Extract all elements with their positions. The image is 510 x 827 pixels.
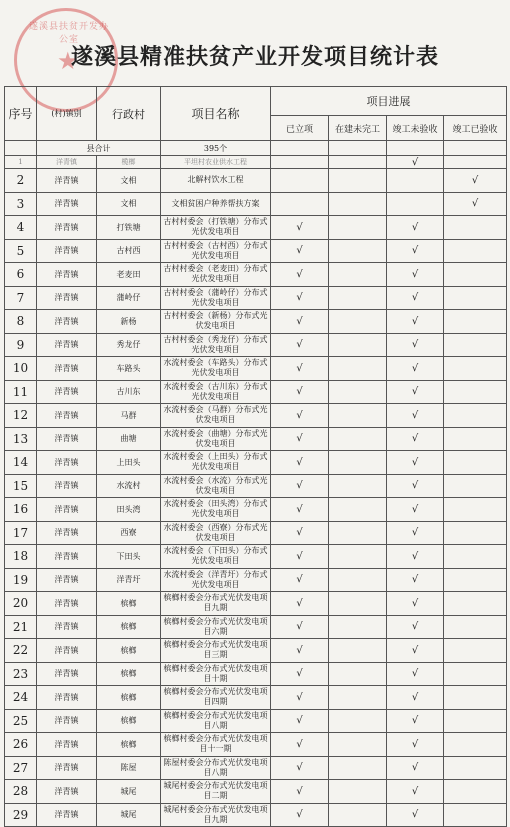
status-check-cell: √	[387, 427, 444, 451]
row-seq: 12	[5, 404, 37, 428]
status-check-cell: √	[387, 333, 444, 357]
status-check-cell	[444, 333, 507, 357]
row-seq: 17	[5, 521, 37, 545]
row-seq: 10	[5, 357, 37, 381]
row-seq: 14	[5, 451, 37, 475]
status-check-cell: √	[387, 521, 444, 545]
row-village: 槟榔	[97, 615, 161, 639]
header-status-in-progress: 在建未完工	[329, 116, 387, 141]
status-check-cell: √	[271, 451, 329, 475]
row-seq: 18	[5, 545, 37, 569]
table-row	[5, 474, 507, 498]
row-project: 水流村委会（田头湾）分布式光伏发电项目	[161, 498, 271, 522]
status-check-cell	[444, 803, 507, 827]
row-town: 洋青镇	[37, 333, 97, 357]
row-village: 马群	[97, 404, 161, 428]
status-check-cell	[329, 169, 387, 193]
header-project: 项目名称	[161, 87, 271, 141]
row-town: 洋青镇	[37, 521, 97, 545]
status-check-cell: √	[387, 357, 444, 381]
status-check-cell	[444, 592, 507, 616]
status-check-cell	[329, 451, 387, 475]
row-town: 洋青镇	[37, 639, 97, 663]
table-row	[5, 662, 507, 686]
status-check-cell: √	[271, 286, 329, 310]
row-village: 田头湾	[97, 498, 161, 522]
table-row	[5, 521, 507, 545]
status-check-cell: √	[387, 310, 444, 334]
status-check-cell: √	[387, 756, 444, 780]
status-check-cell	[329, 310, 387, 334]
row-project: 古村村委会（打铁塘）分布式光伏发电项目	[161, 216, 271, 240]
header-village: 行政村	[97, 87, 161, 141]
status-check-cell	[444, 310, 507, 334]
status-check-cell: √	[271, 592, 329, 616]
status-check-cell: √	[271, 333, 329, 357]
row-seq: 26	[5, 733, 37, 757]
row-project: 水流村委会（下田头）分布式光伏发电项目	[161, 545, 271, 569]
table-row	[5, 592, 507, 616]
row-project: 城尾村委会分布式光伏发电项目九期	[161, 803, 271, 827]
status-check-cell	[329, 545, 387, 569]
table-row	[5, 733, 507, 757]
status-check-cell	[444, 404, 507, 428]
status-check-cell: √	[271, 310, 329, 334]
status-check-cell	[387, 169, 444, 193]
row-project: 水流村委会（马群）分布式光伏发电项目	[161, 404, 271, 428]
status-check-cell	[329, 780, 387, 804]
row-project: 文相贫困户种养帮扶方案	[161, 192, 271, 216]
row-seq: 22	[5, 639, 37, 663]
row-seq: 27	[5, 756, 37, 780]
table-row	[5, 756, 507, 780]
row-village: 陈屋	[97, 756, 161, 780]
status-check-cell: √	[387, 404, 444, 428]
status-check-cell: √	[387, 380, 444, 404]
row-seq: 23	[5, 662, 37, 686]
status-check-cell: √	[444, 169, 507, 193]
row-seq: 16	[5, 498, 37, 522]
total-status-cell	[329, 141, 387, 156]
project-table	[4, 86, 507, 827]
row-village: 水流村	[97, 474, 161, 498]
page-title: 遂溪县精准扶贫产业开发项目统计表	[70, 44, 439, 70]
row-town: 洋青镇	[37, 451, 97, 475]
status-check-cell: √	[387, 662, 444, 686]
status-check-cell: √	[387, 451, 444, 475]
status-check-cell: √	[387, 592, 444, 616]
total-seq-cell	[5, 141, 37, 156]
row-project: 槟榔村委会分布式光伏发电项目九期	[161, 592, 271, 616]
status-check-cell	[329, 333, 387, 357]
row-seq: 5	[5, 239, 37, 263]
row-seq: 9	[5, 333, 37, 357]
status-check-cell	[444, 780, 507, 804]
row-seq: 15	[5, 474, 37, 498]
row-project: 古村村委会（古村西）分布式光伏发电项目	[161, 239, 271, 263]
row-village: 上田头	[97, 451, 161, 475]
row-village: 古村西	[97, 239, 161, 263]
status-check-cell: √	[387, 709, 444, 733]
status-check-cell: √	[271, 498, 329, 522]
status-check-cell: √	[271, 756, 329, 780]
row-town: 洋青镇	[37, 192, 97, 216]
row-project: 古村村委会（蒲岭仔）分布式光伏发电项目	[161, 286, 271, 310]
row-town: 洋青镇	[37, 357, 97, 381]
status-check-cell: √	[271, 686, 329, 710]
status-check-cell: √	[387, 239, 444, 263]
row-project: 水流村委会（上田头）分布式光伏发电项目	[161, 451, 271, 475]
status-check-cell: √	[387, 733, 444, 757]
status-check-cell: √	[387, 803, 444, 827]
row-seq: 21	[5, 615, 37, 639]
status-check-cell: √	[387, 568, 444, 592]
row-project: 水流村委会（曲塘）分布式光伏发电项目	[161, 427, 271, 451]
status-check-cell	[444, 662, 507, 686]
table-row	[5, 451, 507, 475]
status-check-cell: √	[387, 639, 444, 663]
row-seq: 3	[5, 192, 37, 216]
status-check-cell: √	[271, 780, 329, 804]
table-row	[5, 156, 507, 169]
row-village: 秀龙仔	[97, 333, 161, 357]
row-village: 城尾	[97, 780, 161, 804]
status-check-cell: √	[387, 686, 444, 710]
status-check-cell	[444, 427, 507, 451]
table-row	[5, 498, 507, 522]
status-check-cell: √	[271, 474, 329, 498]
row-town: 洋青镇	[37, 568, 97, 592]
status-check-cell: √	[271, 521, 329, 545]
status-check-cell: √	[387, 498, 444, 522]
status-check-cell	[444, 733, 507, 757]
status-check-cell	[329, 404, 387, 428]
status-check-cell	[444, 521, 507, 545]
row-seq: 13	[5, 427, 37, 451]
row-village: 槟榔	[97, 639, 161, 663]
row-town: 洋青镇	[37, 686, 97, 710]
status-check-cell	[329, 263, 387, 287]
status-check-cell	[329, 474, 387, 498]
status-check-cell	[444, 239, 507, 263]
row-town: 洋青镇	[37, 216, 97, 240]
row-project: 北解村饮水工程	[161, 169, 271, 193]
total-label: 县合计	[37, 141, 161, 156]
header-status-approved: 已立项	[271, 116, 329, 141]
status-check-cell: √	[271, 357, 329, 381]
status-check-cell	[444, 756, 507, 780]
table-row	[5, 404, 507, 428]
row-town: 洋青镇	[37, 286, 97, 310]
row-project: 古村村委会（老麦田）分布式光伏发电项目	[161, 263, 271, 287]
status-check-cell: √	[387, 615, 444, 639]
row-town: 洋青镇	[37, 780, 97, 804]
header-progress: 项目进展	[271, 87, 507, 116]
status-check-cell	[329, 756, 387, 780]
row-project: 槟榔村委会分布式光伏发电项目十一期	[161, 733, 271, 757]
row-town: 洋青镇	[37, 156, 97, 169]
status-check-cell	[329, 156, 387, 169]
table-row	[5, 192, 507, 216]
status-check-cell	[444, 451, 507, 475]
row-seq: 20	[5, 592, 37, 616]
status-check-cell: √	[387, 156, 444, 169]
table-row	[5, 780, 507, 804]
seal-text: 遂溪县扶贫开发办公室	[29, 22, 110, 45]
row-seq: 28	[5, 780, 37, 804]
row-project: 槟榔村委会分布式光伏发电项目三期	[161, 639, 271, 663]
status-check-cell: √	[387, 263, 444, 287]
status-check-cell	[444, 639, 507, 663]
status-check-cell	[444, 357, 507, 381]
status-check-cell	[329, 427, 387, 451]
row-town: 洋青镇	[37, 498, 97, 522]
status-check-cell	[329, 239, 387, 263]
table-row	[5, 686, 507, 710]
row-town: 洋青镇	[37, 169, 97, 193]
row-project: 水流村委会（水流）分布式光伏发电项目	[161, 474, 271, 498]
table-row	[5, 803, 507, 827]
row-seq: 29	[5, 803, 37, 827]
status-check-cell	[444, 545, 507, 569]
status-check-cell	[271, 156, 329, 169]
table-row	[5, 239, 507, 263]
status-check-cell	[329, 568, 387, 592]
status-check-cell: √	[271, 216, 329, 240]
row-seq: 24	[5, 686, 37, 710]
table-row	[5, 263, 507, 287]
row-project: 平坦村农业供水工程	[161, 156, 271, 169]
table-row	[5, 709, 507, 733]
status-check-cell	[329, 709, 387, 733]
status-check-cell	[444, 380, 507, 404]
row-village: 城尾	[97, 803, 161, 827]
status-check-cell	[329, 662, 387, 686]
row-village: 下田头	[97, 545, 161, 569]
row-village: 槟榔	[97, 686, 161, 710]
row-village: 车路头	[97, 357, 161, 381]
row-project: 水流村委会（洋青圩）分布式光伏发电项目	[161, 568, 271, 592]
row-project: 水流村委会（古川东）分布式光伏发电项目	[161, 380, 271, 404]
row-town: 洋青镇	[37, 263, 97, 287]
status-check-cell: √	[387, 780, 444, 804]
total-count: 395个	[161, 141, 271, 156]
row-village: 槟榔	[97, 592, 161, 616]
table-row	[5, 216, 507, 240]
row-village: 新杨	[97, 310, 161, 334]
status-check-cell	[329, 686, 387, 710]
row-project: 城尾村委会分布式光伏发电项目二期	[161, 780, 271, 804]
status-check-cell	[329, 192, 387, 216]
status-check-cell: √	[271, 263, 329, 287]
table-row	[5, 357, 507, 381]
status-check-cell	[444, 263, 507, 287]
row-town: 洋青镇	[37, 662, 97, 686]
table-row	[5, 639, 507, 663]
status-check-cell: √	[271, 709, 329, 733]
row-village: 蒲岭仔	[97, 286, 161, 310]
status-check-cell	[329, 733, 387, 757]
row-town: 洋青镇	[37, 615, 97, 639]
status-check-cell	[329, 615, 387, 639]
row-town: 洋青镇	[37, 380, 97, 404]
total-status-cell	[271, 141, 329, 156]
status-check-cell: √	[444, 192, 507, 216]
status-check-cell: √	[271, 615, 329, 639]
row-project: 水流村委会（车路头）分布式光伏发电项目	[161, 357, 271, 381]
status-check-cell: √	[387, 545, 444, 569]
status-check-cell	[387, 192, 444, 216]
row-village: 槟榔	[97, 662, 161, 686]
header-status-completed-unaccepted: 竣工未验收	[387, 116, 444, 141]
header-seq: 序号	[5, 87, 37, 141]
row-village: 槟榔	[97, 709, 161, 733]
status-check-cell: √	[387, 474, 444, 498]
row-town: 洋青镇	[37, 427, 97, 451]
status-check-cell: √	[387, 286, 444, 310]
status-check-cell	[329, 592, 387, 616]
row-town: 洋青镇	[37, 592, 97, 616]
row-project: 古村村委会（新杨）分布式光伏发电项目	[161, 310, 271, 334]
status-check-cell	[329, 521, 387, 545]
header-town: (村)镇别	[37, 87, 97, 141]
status-check-cell	[444, 216, 507, 240]
table-row	[5, 169, 507, 193]
row-town: 洋青镇	[37, 733, 97, 757]
row-seq: 7	[5, 286, 37, 310]
row-town: 洋青镇	[37, 756, 97, 780]
row-project: 水流村委会（西寮）分布式光伏发电项目	[161, 521, 271, 545]
total-status-cell	[444, 141, 507, 156]
table-row	[5, 333, 507, 357]
status-check-cell: √	[271, 380, 329, 404]
row-project: 古村村委会（秀龙仔）分布式光伏发电项目	[161, 333, 271, 357]
status-check-cell	[329, 216, 387, 240]
table-row	[5, 286, 507, 310]
status-check-cell: √	[271, 639, 329, 663]
status-check-cell	[444, 498, 507, 522]
row-village: 老麦田	[97, 263, 161, 287]
row-project: 陈屋村委会分布式光伏发电项目八期	[161, 756, 271, 780]
row-village: 曲塘	[97, 427, 161, 451]
row-project: 槟榔村委会分布式光伏发电项目十期	[161, 662, 271, 686]
status-check-cell: √	[271, 404, 329, 428]
row-town: 洋青镇	[37, 474, 97, 498]
table-row	[5, 427, 507, 451]
row-town: 洋青镇	[37, 709, 97, 733]
status-check-cell	[444, 474, 507, 498]
table-row	[5, 380, 507, 404]
status-check-cell: √	[271, 803, 329, 827]
row-seq: 4	[5, 216, 37, 240]
row-village: 打铁塘	[97, 216, 161, 240]
row-village: 榄榔	[97, 156, 161, 169]
row-village: 文相	[97, 169, 161, 193]
table-row	[5, 568, 507, 592]
table-row	[5, 545, 507, 569]
status-check-cell	[444, 686, 507, 710]
status-check-cell: √	[387, 216, 444, 240]
status-check-cell	[329, 380, 387, 404]
table-row	[5, 615, 507, 639]
row-town: 洋青镇	[37, 803, 97, 827]
table-row	[5, 310, 507, 334]
status-check-cell	[329, 286, 387, 310]
status-check-cell: √	[271, 427, 329, 451]
row-town: 洋青镇	[37, 310, 97, 334]
status-check-cell: √	[271, 568, 329, 592]
row-project: 槟榔村委会分布式光伏发电项目八期	[161, 709, 271, 733]
status-check-cell	[329, 498, 387, 522]
row-town: 洋青镇	[37, 404, 97, 428]
row-town: 洋青镇	[37, 239, 97, 263]
row-village: 文相	[97, 192, 161, 216]
row-town: 洋青镇	[37, 545, 97, 569]
status-check-cell	[444, 709, 507, 733]
row-village: 槟榔	[97, 733, 161, 757]
row-seq: 2	[5, 169, 37, 193]
status-check-cell: √	[271, 239, 329, 263]
total-status-cell	[387, 141, 444, 156]
row-seq: 25	[5, 709, 37, 733]
status-check-cell	[271, 192, 329, 216]
status-check-cell	[444, 156, 507, 169]
header-status-completed-accepted: 竣工已验收	[444, 116, 507, 141]
status-check-cell	[444, 286, 507, 310]
status-check-cell	[329, 803, 387, 827]
status-check-cell: √	[271, 662, 329, 686]
status-check-cell	[444, 615, 507, 639]
status-check-cell	[329, 639, 387, 663]
status-check-cell	[444, 568, 507, 592]
row-seq: 1	[5, 156, 37, 169]
row-project: 槟榔村委会分布式光伏发电项目六期	[161, 615, 271, 639]
status-check-cell: √	[271, 733, 329, 757]
row-village: 西寮	[97, 521, 161, 545]
row-seq: 11	[5, 380, 37, 404]
status-check-cell: √	[271, 545, 329, 569]
row-seq: 8	[5, 310, 37, 334]
row-village: 洋青圩	[97, 568, 161, 592]
row-village: 古川东	[97, 380, 161, 404]
row-project: 槟榔村委会分布式光伏发电项目四期	[161, 686, 271, 710]
row-seq: 6	[5, 263, 37, 287]
status-check-cell	[329, 357, 387, 381]
status-check-cell	[271, 169, 329, 193]
row-seq: 19	[5, 568, 37, 592]
